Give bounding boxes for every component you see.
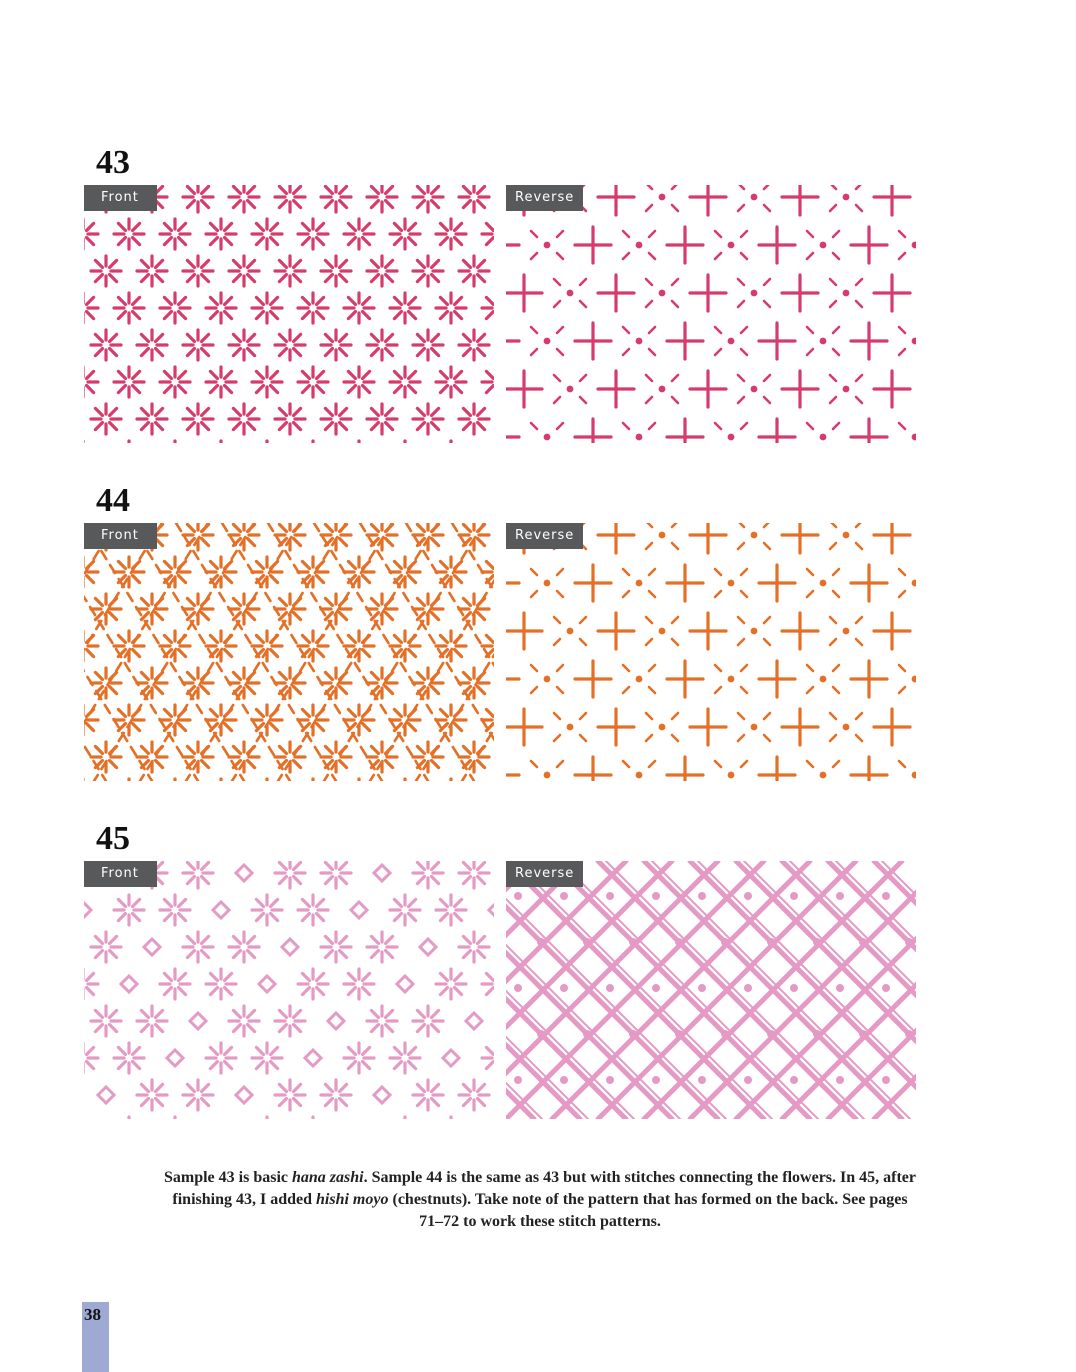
sample-44-reverse-photo <box>506 523 916 781</box>
stitch-pattern-reverse <box>506 861 916 1119</box>
caption-text: . Sample 44 is the same as 43 but with stitches connecting the flowers. In 45, after finishing 43, I added <box>172 1169 916 1208</box>
sample-44-front-photo <box>84 523 494 781</box>
sample-45-reverse-photo <box>506 861 916 1119</box>
sample-number-44: 44 <box>96 482 130 519</box>
reverse-label: Reverse <box>506 861 583 887</box>
reverse-label: Reverse <box>506 185 583 211</box>
front-label: Front <box>84 523 157 549</box>
sample-43-reverse-photo <box>506 185 916 443</box>
caption-emphasis: hana zashi <box>292 1169 364 1186</box>
stitch-pattern-front <box>84 523 494 781</box>
front-label: Front <box>84 861 157 887</box>
reverse-label: Reverse <box>506 523 583 549</box>
caption-text: (chestnuts). Take note of the pattern that has formed on the back. See pages 71–72 to work these stitch patterns. <box>388 1191 908 1230</box>
sample-43-front-photo <box>84 185 494 443</box>
caption-text: Sample 43 is basic <box>163 1169 292 1186</box>
front-label: Front <box>84 185 157 211</box>
caption <box>160 1167 920 1233</box>
stitch-pattern-front <box>84 861 494 1119</box>
stitch-pattern-front <box>84 185 494 443</box>
caption-emphasis: hishi moyo <box>316 1191 389 1208</box>
stitch-pattern-reverse <box>506 523 916 781</box>
sample-45-front-photo <box>84 861 494 1119</box>
sample-number-45: 45 <box>96 820 130 857</box>
page-number: 38 <box>84 1305 101 1324</box>
stitch-pattern-reverse <box>506 185 916 443</box>
sample-number-43: 43 <box>96 144 130 181</box>
